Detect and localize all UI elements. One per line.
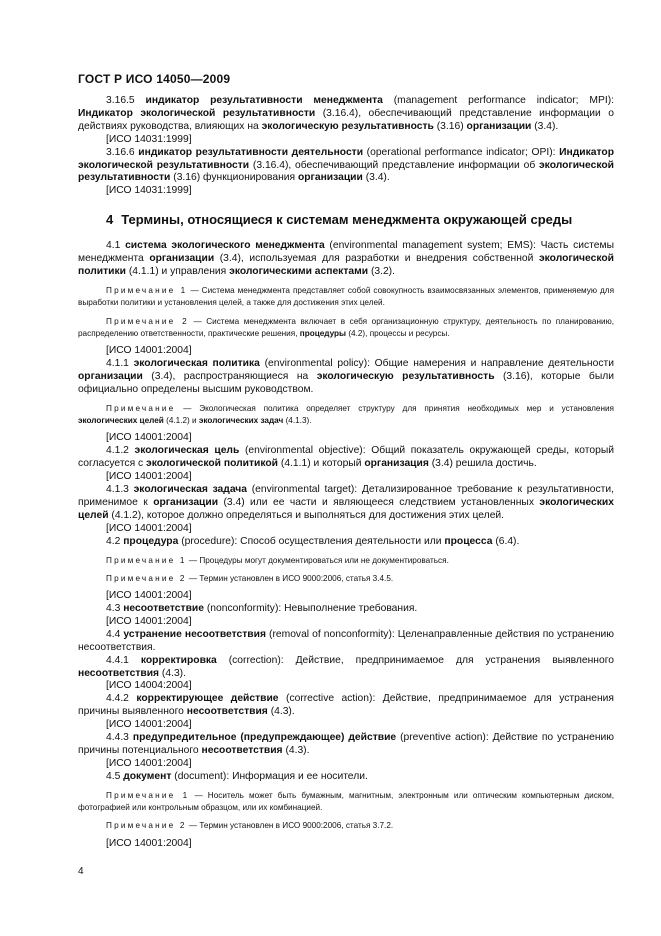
source-reference: [ИСО 14031:1999] — [106, 133, 192, 145]
term-entry-3-16-6: 3.16.6 индикатор результативности деятельности (operational performance indicator; OPI): Индикатор экологической результативности (3.16.4), обеспечивающий представление информации об экологической результативности (3.16) функционирования организации (3.4). — [78, 146, 614, 184]
document-body — [78, 95, 614, 851]
source-reference: [ИСО 14001:2004] — [106, 345, 192, 357]
source-reference: [ИСО 14001:2004] — [106, 432, 192, 444]
term-entry-4-5: 4.5 документ (document): Информация и ее носители. — [106, 770, 368, 782]
term-title: система экологического менеджмента — [125, 240, 325, 252]
source-reference: [ИСО 14001:2004] — [106, 522, 192, 534]
term-title: корректирующее действие — [136, 693, 279, 705]
note: Примечание 1 — Процедуры могут документироваться или не документироваться. — [106, 555, 449, 565]
term-title: корректировка — [140, 654, 217, 666]
note: Примечание 1 — Носитель может быть бумажным, магнитным, электронным или оптическим компьютерным диском, фотографией или контрольным образцом, или их комбинацией. — [78, 790, 614, 813]
term-entry-4-1-2: 4.1.2 экологическая цель (environmental objective): Общий показатель окружающей среды, который согласуется с экологической политикой (4.1.1) и который организация (3.4) решила достичь. — [78, 445, 614, 470]
term-entry-4-4-2: 4.4.2 корректирующее действие (corrective action): Действие, предпринимаемое для устранения причины выявленного несоответствия (4.3). — [78, 693, 614, 718]
term-title: экологическая политика — [133, 358, 260, 370]
term-title: индикатор результативности менеджмента — [145, 95, 383, 106]
term-entry-4-1-1: 4.1.1 экологическая политика (environmental policy): Общие намерения и направление деятельности организации (3.4), распространяющиеся на экологическую результативность (3.16), которые были официально определены высшим руководством. — [78, 358, 614, 395]
source-reference: [ИСО 14001:2004] — [106, 615, 192, 627]
document-header: ГОСТ Р ИСО 14050—2009 — [78, 72, 231, 86]
source-reference: [ИСО 14004:2004] — [106, 680, 192, 692]
source-reference: [ИСО 14001:2004] — [106, 757, 192, 769]
page-number: 4 — [78, 866, 84, 877]
source-reference: [ИСО 14001:2004] — [106, 837, 192, 849]
term-title: экологическая задача — [133, 484, 247, 495]
source-reference: [ИСО 14031:1999] — [106, 185, 192, 197]
term-title: индикатор результативности деятельности — [138, 146, 364, 158]
source-reference: [ИСО 14001:2004] — [106, 471, 192, 483]
term-entry-4-4-3: 4.4.3 предупредительное (предупреждающее) действие (preventive action): Действие по устранению причины потенциального несоответствия (4.3). — [78, 732, 614, 756]
section-heading: 4 Термины, относящиеся к системам менеджмента окружающей среды — [106, 212, 573, 228]
note: Примечание 2 — Система менеджмента включает в себя организационную структуру, деятельность по планированию, распределению ответственности, практические решения, процедуры (4.2), процессы и ресурсы. — [78, 316, 614, 338]
note: Примечание 2 — Термин установлен в ИСО 9000:2006, статья 3.4.5. — [106, 573, 394, 583]
note: Примечание — Экологическая политика определяет структуру для принятия необходимых мер и установления экологических целей (4.1.2) и экологических задач (4.1.3). — [78, 403, 614, 426]
term-entry-4-2: 4.2 процедура (procedure): Способ осуществления деятельности или процесса (6.4). — [106, 535, 520, 547]
term-entry-4-1: 4.1 система экологического менеджмента (environmental management system; EMS): Часть системы менеджмента организации (3.4), используемая для разработки и внедрения собственной экологической политики (4.1.1) и управления экологическими аспектами (3.2). — [78, 240, 614, 278]
term-entry-4-1-3: 4.1.3 экологическая задача (environmental target): Детализированное требование к результативности, применимое к организации (3.4) или ее части и являющееся следствием установленных экологических целей (4.1.2), которое должно определяться и выполняться для достижения этих целей. — [78, 484, 614, 521]
term-title: несоответствие — [123, 603, 204, 615]
note: Примечание 2 — Термин установлен в ИСО 9000:2006, статья 3.7.2. — [106, 821, 394, 831]
note: Примечание 1 — Система менеджмента представляет собой совокупность взаимосвязанных элементов, применяемую для выработки политики и установления целей, а также для достижения этих целей. — [78, 285, 615, 308]
term-entry-4-4: 4.4 устранение несоответствия (removal of nonconformity): Целенаправленные действия по устранению несоответствия. — [78, 628, 614, 653]
term-title: документ — [123, 770, 172, 782]
term-title: процедура — [123, 535, 179, 547]
term-title: устранение несоответствия — [123, 628, 266, 640]
source-reference: [ИСО 14001:2004] — [106, 590, 192, 602]
term-entry-4-4-1: 4.4.1 корректировка (correction): Действие, предпринимаемое для устранения выявленного несоответствия (4.3). — [78, 654, 614, 679]
term-entry-4-3: 4.3 несоответствие (nonconformity): Невыполнение требования. — [106, 603, 418, 615]
term-entry-3-16-5: 3.16.5 индикатор результативности менеджмента (management performance indicator; MPI): Индикатор экологической результативности (3.16.4), обеспечивающий представление информации о действиях руководства, влияющих на экологическую результативность (3.16) организации (3.4). — [78, 95, 614, 132]
term-title: экологическая цель — [134, 445, 240, 457]
source-reference: [ИСО 14001:2004] — [106, 719, 192, 731]
term-title: предупредительное (предупреждающее) действие — [132, 732, 397, 744]
